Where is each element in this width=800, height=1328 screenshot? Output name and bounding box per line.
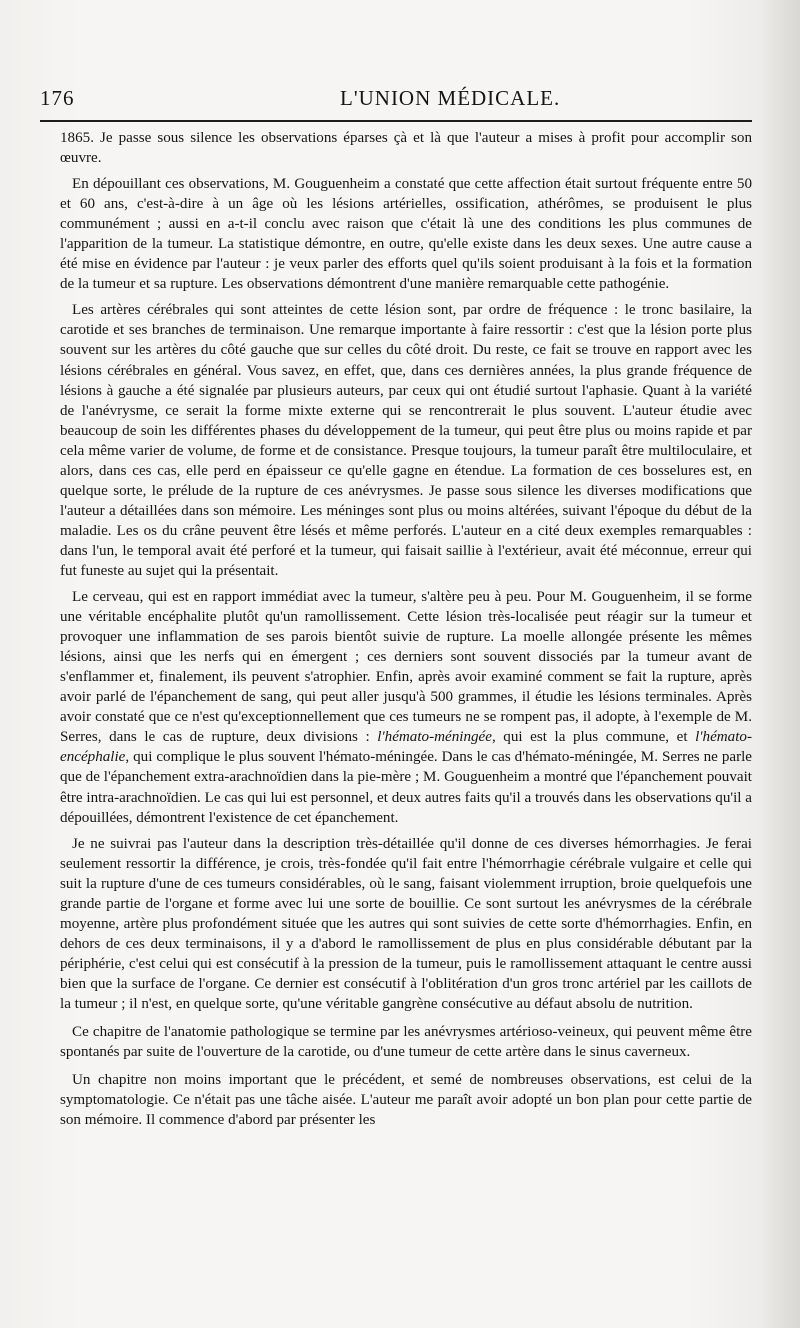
- term-hemato-meningee: l'hémato-méningée: [377, 729, 492, 746]
- paragraph-7: Un chapitre non moins important que le précédent, et semé de nombreuses observations, est celui de la symptomatologie. Ce n'était pas une tâche aisée. L'auteur me paraît avoir adopté un bon plan pour cette partie de son mémoire. Il commence d'abord par présenter les: [60, 1072, 752, 1129]
- paragraph-4-text-b: , qui est la plus commune, et: [491, 729, 696, 746]
- paragraph-3: Les artères cérébrales qui sont atteintes de cette lésion sont, par ordre de fréquence : le tronc basilaire, la carotide et ses branches de terminaison. Une remarque importante à faire ressortir : c'est que la lésion porte plus souvent sur les artères du côté gauche que sur celles du côté droit. Du reste, ce fait se trouve en rapport avec les lésions cérébrales en général. Vous savez, en effet, que, dans ces dernières années, la plus grande fréquence de lésions à gauche a été signalée par plusieurs auteurs, par ceux qui ont étudié surtout l'aphasie. Quant à la variété de l'anévrysme, ce serait la forme mixte externe qui se rencontrerait le plus souvent. L'auteur étudie avec beaucoup de soin les différentes phases du développement de la tumeur, qui peut être plus ou moins rapide et par cela même varier de volume, de forme et de consistance. Presque toujours, la tumeur paraît être multiloculaire, et alors, dans ces cas, elle perd en épaisseur ce qu'elle gagne en étendue. La formation de ces bosselures est, en quelque sorte, le prélude de la rupture de ces anévrysmes. Je passe sous silence les diverses modifications que l'auteur a détaillées dans son mémoire. Les méninges sont plus ou moins altérées, suivant l'époque du début de la maladie. Les os du crâne peuvent être lésés et même perforés. L'auteur en a cité deux exemples remarquables : dans l'un, le temporal avait été perforé et la tumeur, qui faisait saillie à l'extérieur, avait été méconnue, erreur qui fut funeste au sujet qui la présentait.: [60, 302, 752, 579]
- header-rule: [40, 120, 752, 122]
- paragraph-2: En dépouillant ces observations, M. Gouguenheim a constaté que cette affection était surtout fréquente entre 50 et 60 ans, c'est-à-dire à un âge où les lésions artérielles, ossification, athérômes, se produisent le plus communément ; aussi en a-t-il conclu avec raison que c'était là une des conditions les plus communes de l'apparition de la tumeur. La statistique démontre, en outre, qu'elle existe dans les deux sexes. Une autre cause a été mise en évidence par l'auteur : je veux parler des efforts quel qu'ils soient produisant à la fois et la formation de la tumeur et sa rupture. Les observations démontrent d'une manière remarquable cette pathogénie.: [60, 176, 752, 293]
- paragraph-1: 1865. Je passe sous silence les observations éparses çà et là que l'auteur a mises à profit pour accomplir son œuvre.: [60, 130, 752, 167]
- page-number: 176: [40, 86, 75, 110]
- paragraph-6: Ce chapitre de l'anatomie pathologique se termine par les anévrysmes artérioso-veineux, qui peuvent même être spontanés par suite de l'ouverture de la carotide, ou d'une tumeur de cette artère dans le sinus caverneux.: [60, 1024, 752, 1061]
- article-body: [60, 128, 752, 1130]
- paragraph-4-text-c: , qui complique le plus souvent l'hémato-méningée. Dans le cas d'hémato-méningée, M. Serres ne parle que de l'épanchement extra-arachnoïdien dans la pie-mère ; M. Gouguenheim a montré que l'épanchement pouvait être intra-arachnoïdien. Le cas qui lui est personnel, et deux autres faits qu'il a trouvés dans les observations qu'il a dépouillées, démontrent l'existence de cet épanchement.: [60, 749, 752, 826]
- page-header: [40, 84, 752, 116]
- paragraph-4-text-a: Le cerveau, qui est en rapport immédiat avec la tumeur, s'altère peu à peu. Pour M. Gouguenheim, il se forme une véritable encéphalite plutôt qu'un ramollissement. Cette lésion très-localisée peut réagir sur la tumeur et provoquer une inflammation de ses parois bientôt suivie de rupture. La moelle allongée présente les mêmes lésions, ainsi que les nerfs qui en émergent ; ces derniers sont souvent dissociés par la tumeur avant de s'enflammer et, finalement, ils peuvent s'atrophier. Enfin, après avoir examiné comment se fait la rupture, après avoir parlé de l'épanchement de sang, qui peut aller jusqu'à 500 grammes, il étudie les lésions terminales. Après avoir constaté que ce n'est qu'exceptionnellement que ces tumeurs ne se rompent pas, il adopte, à l'exemple de M. Serres, dans le cas de rupture, deux divisions :: [60, 589, 752, 746]
- page-edge-shadow: [760, 0, 800, 1328]
- paragraph-4: [60, 587, 752, 828]
- paragraph-5: Je ne suivrai pas l'auteur dans la description très-détaillée qu'il donne de ces diverses hémorrhagies. Je ferai seulement ressortir la différence, je crois, très-fondée qu'il fait entre l'hémorrhagie cérébrale vulgaire et celle qui suit la rupture d'une de ces tumeurs considérables, où le sang, faisant violemment irruption, broie quelquefois une grande partie de l'organe et forme avec lui une sorte de bouillie. Ce sont surtout les anévrysmes de la cérébrale moyenne, artère plus profondément située que les autres qui sont suivies de cette sorte d'hémorrhagies. Enfin, en dehors de ces deux terminaisons, il y a d'abord le ramollissement de plus en plus considérable débutant par la périphérie, c'est celui qui est consécutif à la pression de la tumeur, puis le ramollissement attaquant le centre aussi bien que la surface de l'organe. Ce dernier est consécutif à l'oblitération d'un gros tronc artériel par les caillots de la tumeur ; il n'est, en quelque sorte, qu'une véritable gangrène consécutive au défaut absolu de nutrition.: [60, 835, 752, 1012]
- term-hemato-encephalie: l'hémato-encéphalie: [60, 729, 752, 766]
- running-title: L'UNION MÉDICALE.: [340, 86, 561, 110]
